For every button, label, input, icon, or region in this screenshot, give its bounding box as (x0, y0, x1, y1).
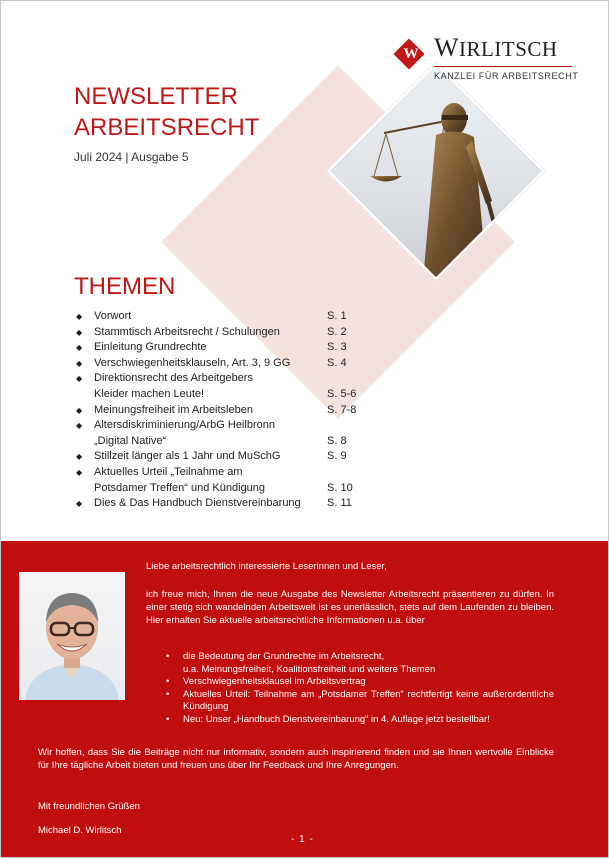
toc-item-continuation[interactable] (73, 387, 373, 403)
author-portrait (19, 572, 125, 700)
newsletter-title: NEWSLETTER ARBEITSRECHT (74, 83, 260, 141)
diamond-bullet-icon: ◆ (76, 327, 83, 337)
toc-item-page: S. 3 (327, 341, 347, 354)
toc-item-continuation[interactable] (73, 434, 373, 450)
letter-bullet-text: Aktuelles Urteil: Teilnahme am „Potsdamer Treffen“ rechtfertigt keine außerordentliche Kündigung (183, 688, 554, 712)
diamond-bullet-icon: ◆ (76, 452, 83, 462)
topics-heading: THEMEN (74, 273, 176, 300)
kanzlei-logo (394, 31, 579, 87)
toc-item-title-line2: Kleider machen Leute! (94, 387, 205, 400)
diamond-bullet-icon: ◆ (76, 499, 83, 509)
toc-item-page: S. 8 (327, 434, 347, 447)
toc-item-page: S. 2 (327, 325, 347, 338)
toc-item-title: Aktuelles Urteil „Teilnahme am (94, 465, 243, 478)
bullet-dot-icon: • (166, 676, 170, 687)
bullet-dot-icon: • (166, 651, 170, 662)
toc-item[interactable] (73, 325, 373, 341)
toc-item[interactable] (73, 418, 373, 434)
toc-item-page: S. 5-6 (327, 387, 357, 400)
toc-item[interactable] (73, 356, 373, 372)
toc-item[interactable] (73, 496, 373, 512)
portrait-illustration (19, 572, 125, 700)
letter-bullet-text: die Bedeutung der Grundrechte im Arbeitsrecht, (183, 651, 385, 662)
toc-item[interactable] (73, 309, 373, 325)
letter-bullet-item (166, 689, 554, 714)
toc-item-title: Altersdiskriminierung/ArbG Heilbronn (94, 419, 275, 432)
letter-intro: ich freue mich, Ihnen die neue Ausgabe des Newsletter Arbeitsrecht präsentieren zu dürfen. In einer stetig sich wandelnden Arbeitswelt ist es unerlässlich, stets auf dem Laufenden zu bleiben. Hier erhalten Sie aktuelle arbeitsrechtliche Informationen u.a. über (146, 589, 554, 627)
diamond-bullet-icon: ◆ (76, 467, 83, 477)
diamond-bullet-icon: ◆ (76, 312, 83, 321)
toc-item-page: S. 4 (327, 356, 347, 369)
toc-item-page: S. 11 (327, 497, 352, 510)
toc-item[interactable] (73, 465, 373, 481)
logo-name: WIRLITSCH (434, 33, 558, 62)
letter-bullet-text: Verschwiegenheitsklausel im Arbeitsvertrag (183, 676, 366, 687)
toc-item-title: Verschwiegenheitsklauseln, Art. 3, 9 GG (94, 356, 291, 369)
toc-item-title: Stillzeit länger als 1 Jahr und MuSchG (94, 450, 281, 463)
diamond-bullet-icon: ◆ (76, 405, 83, 415)
toc-item-title: Einleitung Grundrechte (94, 341, 207, 354)
toc-item-title: Meinungsfreiheit im Arbeitsleben (94, 403, 253, 416)
toc-item-page: S. 1 (327, 310, 347, 322)
toc-item[interactable] (73, 403, 373, 419)
letter-bullet-subtext: u.a. Meinungsfreiheit, Koalitionsfreiheit und weitere Themen (183, 663, 436, 675)
toc-item-title: Vorwort (94, 310, 132, 322)
letter-closing: Wir hoffen, dass Sie die Beiträge nicht nur informativ, sondern auch inspirierend finden und sie Ihnen wertvolle Einblicke für Ihre tägliche Arbeit bieten und freuen uns über Ihr Feedback und Ihre Anregungen. (38, 747, 554, 772)
diamond-bullet-icon: ◆ (76, 374, 83, 384)
toc-item-title-line2: Potsdamer Treffen“ und Kündigung (94, 481, 266, 494)
logo-divider (434, 66, 572, 67)
letter-bullet-text: Neu: Unser „Handbuch Dienstvereinbarung“ in 4. Auflage jetzt bestellbar! (183, 713, 490, 725)
toc-item-title-line2: „Digital Native“ (94, 434, 167, 447)
toc-item[interactable] (73, 449, 373, 465)
letter-bullet-item (166, 676, 554, 689)
table-of-contents (73, 309, 373, 512)
letter-signature: Michael D. Wirlitsch (38, 825, 122, 836)
letter-greeting: Liebe arbeitsrechtlich interessierte Leserinnen und Leser, (146, 561, 387, 572)
toc-item-page: S. 7-8 (327, 403, 357, 416)
letter-bullet-list (166, 651, 554, 726)
logo-mark-letter: W (403, 46, 419, 62)
letter-bullet-item (166, 651, 554, 676)
page-number: - 1 - (291, 834, 314, 845)
toc-item-page: S. 10 (327, 481, 353, 494)
issue-info: Juli 2024 | Ausgabe 5 (74, 150, 189, 164)
toc-item-title: Dies & Das Handbuch Dienstvereinbarung (94, 497, 301, 510)
letter-regards: Mit freundlichen Grüßen (38, 801, 140, 812)
toc-item-title: Stammtisch Arbeitsrecht / Schulungen (94, 325, 280, 338)
toc-item[interactable] (73, 340, 373, 356)
toc-item-title: Direktionsrecht des Arbeitgebers (94, 372, 253, 385)
toc-item-page: S. 9 (327, 450, 347, 463)
diamond-bullet-icon: ◆ (76, 343, 83, 353)
toc-item-continuation[interactable] (73, 481, 373, 497)
diamond-bullet-icon: ◆ (76, 358, 83, 368)
bullet-dot-icon: • (166, 688, 170, 700)
logo-tagline: KANZLEI FÜR ARBEITSRECHT (434, 71, 579, 81)
toc-item[interactable] (73, 371, 373, 387)
letter-bullet-item (166, 714, 554, 727)
diamond-bullet-icon: ◆ (76, 421, 83, 431)
bullet-dot-icon: • (166, 713, 170, 725)
